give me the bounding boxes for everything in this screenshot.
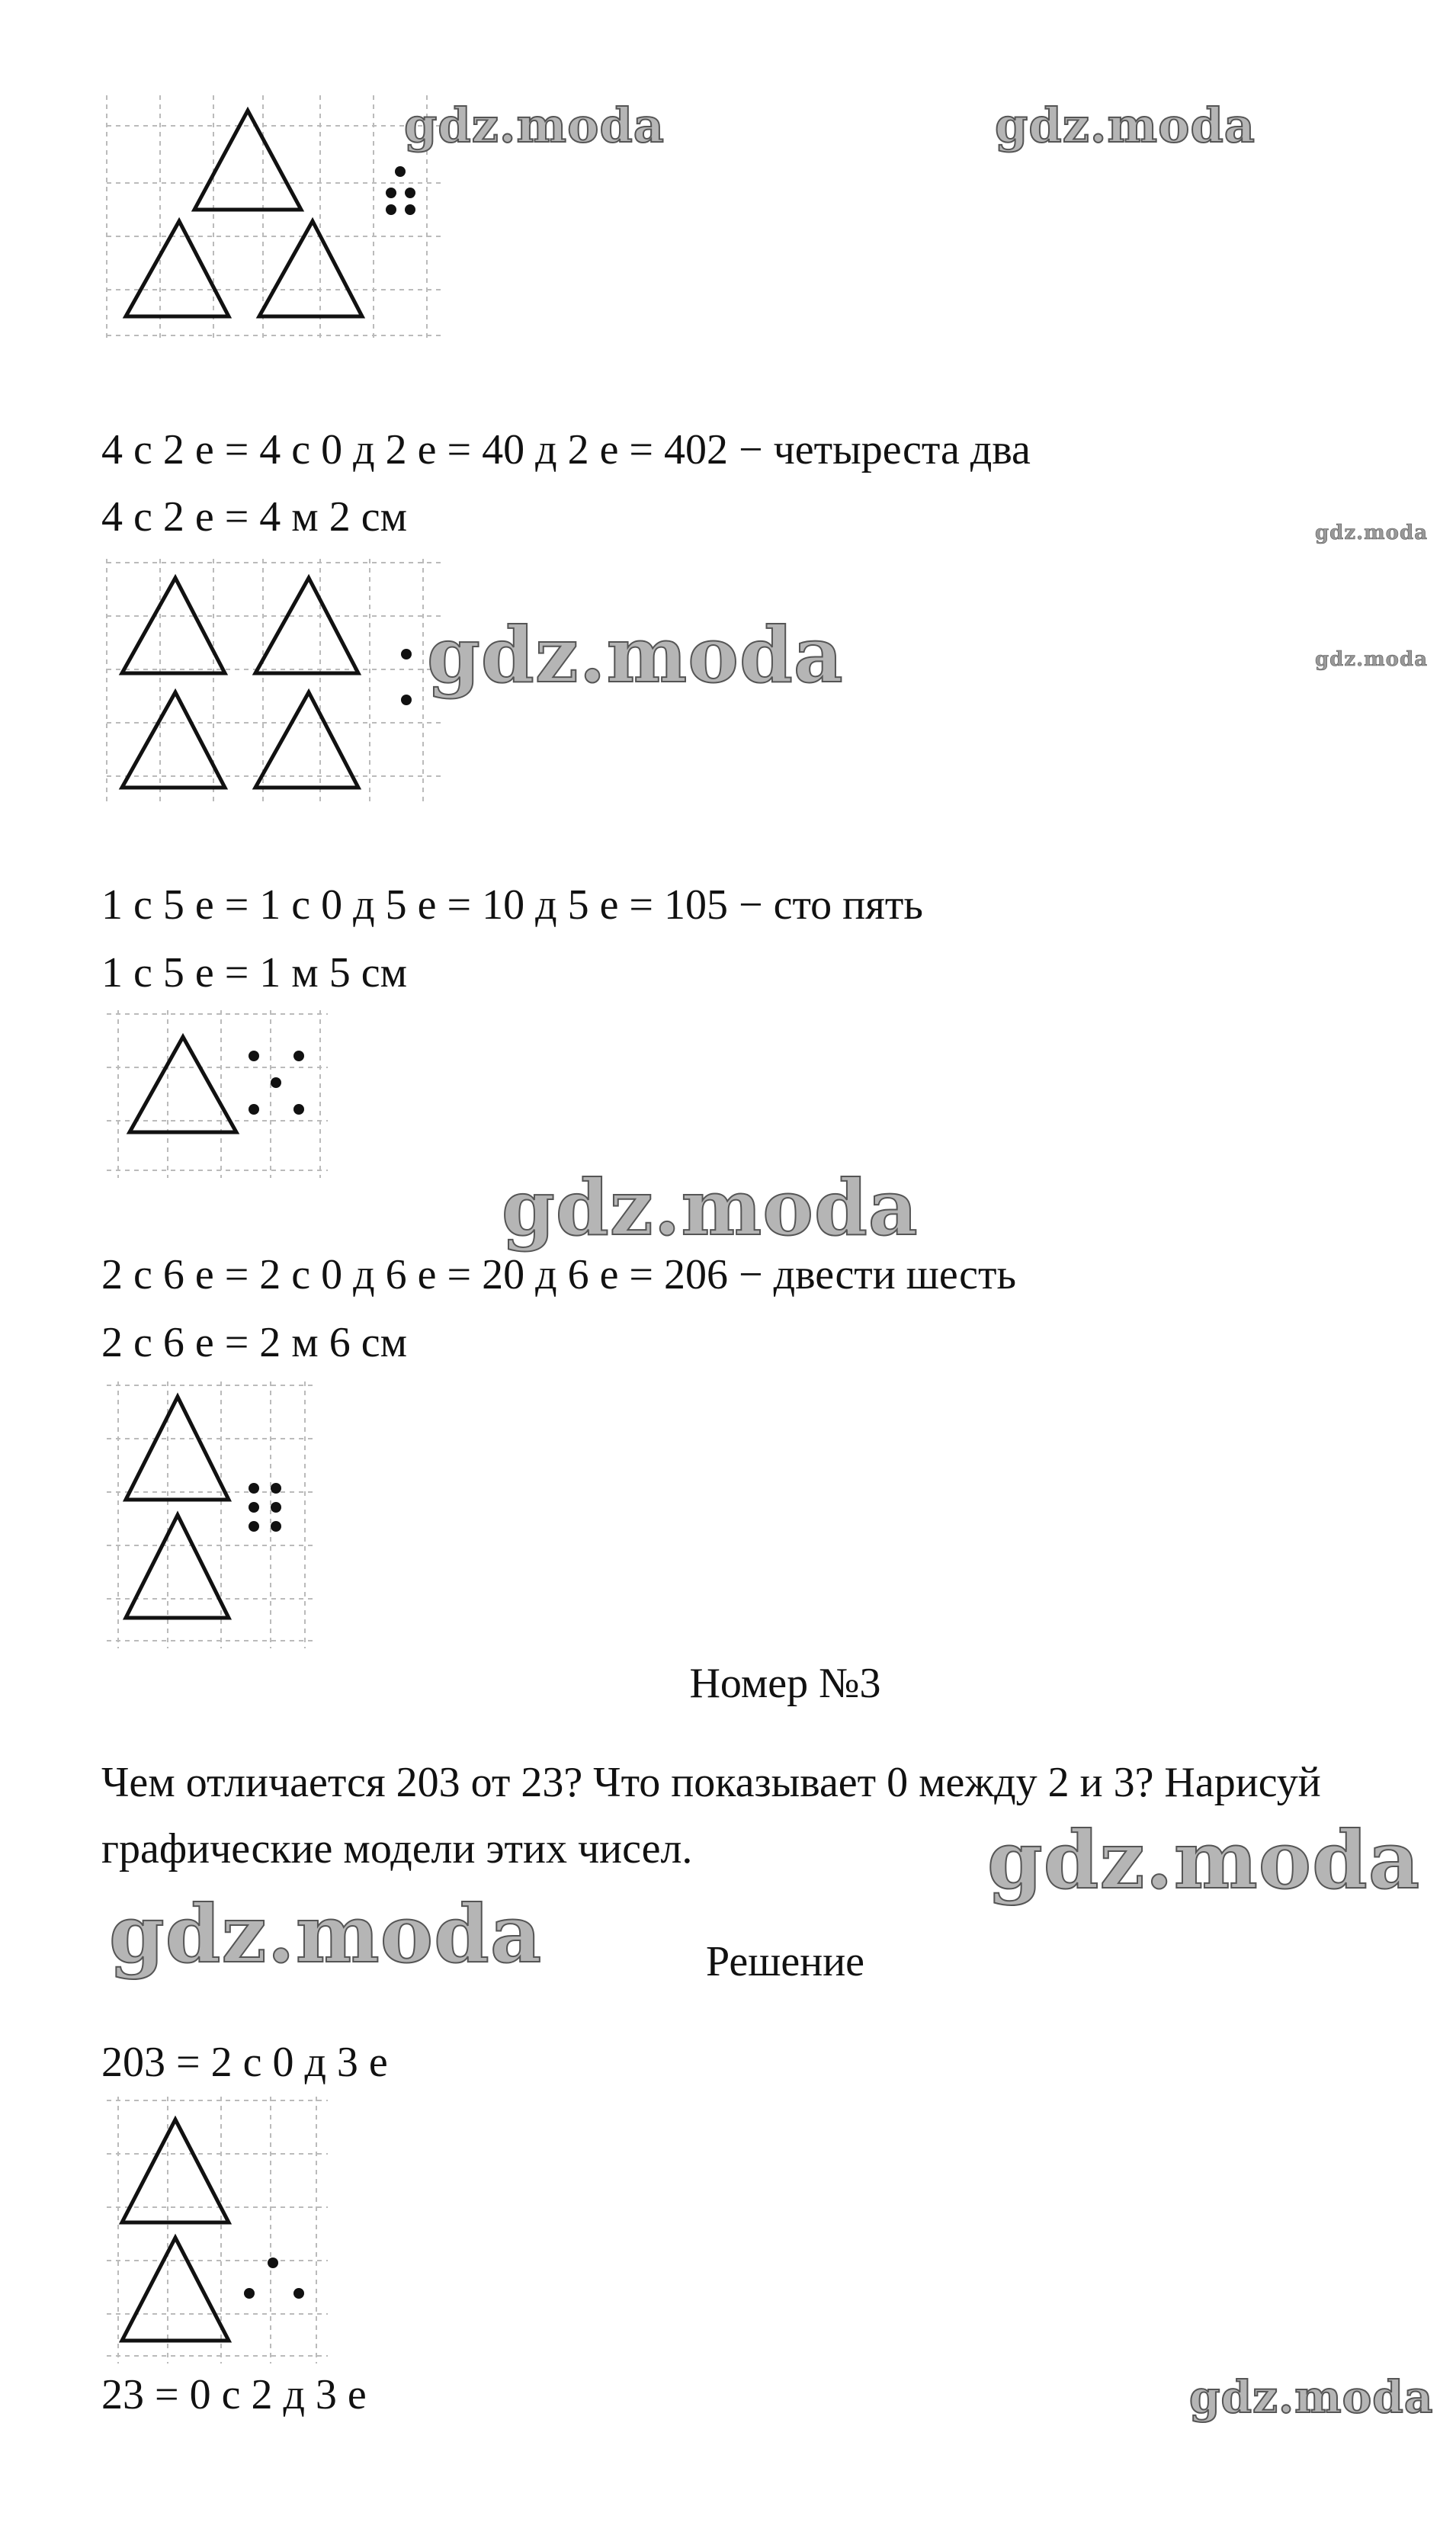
triangle-shape xyxy=(126,1515,229,1618)
triangle-shape xyxy=(259,221,362,316)
watermark: gdz.moda xyxy=(987,1813,1421,1907)
dot-unit xyxy=(405,204,415,215)
text-105-decomposition: 1 с 5 е = 1 с 0 д 5 е = 10 д 5 е = 105 − сто пять xyxy=(101,881,923,929)
triangle-shape xyxy=(122,578,225,673)
dot-unit xyxy=(271,1521,281,1532)
triangle-shape xyxy=(255,578,358,673)
graphic-model-figure-1 xyxy=(107,95,442,339)
watermark: gdz.moda xyxy=(109,1887,543,1981)
dot-unit xyxy=(386,204,396,215)
answer-23: 23 = 0 с 2 д 3 е xyxy=(101,2371,367,2418)
watermark: gdz.moda xyxy=(427,610,844,700)
text-105-meters: 1 с 5 е = 1 м 5 см xyxy=(101,949,408,996)
watermark: gdz.moda xyxy=(1315,521,1429,544)
text-206-meters: 2 с 6 е = 2 м 6 см xyxy=(101,1319,408,1366)
solution-heading: Решение xyxy=(705,1938,865,1985)
triangle-shape xyxy=(126,1397,229,1500)
graphic-model-figure-5 xyxy=(107,2097,328,2363)
dot-unit xyxy=(249,1521,259,1532)
dot-unit xyxy=(271,1077,281,1088)
graphic-model-figure-2 xyxy=(107,559,442,803)
watermark: gdz.moda xyxy=(1189,2371,1434,2423)
dot-unit xyxy=(401,649,412,659)
dot-unit xyxy=(386,188,396,198)
triangle-shape xyxy=(122,692,225,788)
task-question-line-1: Чем отличается 203 от 23? Что показывает 0 между 2 и 3? Нарисуй xyxy=(101,1759,1321,1806)
dot-unit xyxy=(249,1051,259,1061)
task-heading: Номер №3 xyxy=(689,1660,881,1707)
dot-unit xyxy=(293,2288,304,2299)
text-402-meters: 4 с 2 е = 4 м 2 см xyxy=(101,493,408,541)
task-question-line-2: графические модели этих чисел. xyxy=(101,1825,693,1872)
dot-unit xyxy=(249,1483,259,1494)
dot-unit xyxy=(244,2288,255,2299)
graphic-model-figure-3 xyxy=(107,1010,328,1178)
text-402-decomposition: 4 с 2 е = 4 с 0 д 2 е = 40 д 2 е = 402 − четыреста два xyxy=(101,426,1031,473)
watermark: gdz.moda xyxy=(404,98,665,153)
dot-unit xyxy=(249,1104,259,1115)
watermark: gdz.moda xyxy=(1315,648,1429,671)
graphic-model-figure-4 xyxy=(107,1382,313,1648)
dot-unit xyxy=(395,166,406,177)
watermark: gdz.moda xyxy=(502,1163,919,1253)
triangle-shape xyxy=(255,692,358,788)
dot-unit xyxy=(271,1483,281,1494)
dot-unit xyxy=(293,1104,304,1115)
dot-unit xyxy=(401,695,412,705)
dot-unit xyxy=(293,1051,304,1061)
dot-unit xyxy=(271,1502,281,1513)
dot-unit xyxy=(268,2258,278,2268)
watermark: gdz.moda xyxy=(995,98,1256,153)
dot-unit xyxy=(249,1502,259,1513)
triangle-shape xyxy=(122,2238,229,2341)
answer-203: 203 = 2 с 0 д 3 е xyxy=(101,2039,388,2086)
text-206-decomposition: 2 с 6 е = 2 с 0 д 6 е = 20 д 6 е = 206 − двести шесть xyxy=(101,1251,1016,1298)
dot-unit xyxy=(405,188,415,198)
